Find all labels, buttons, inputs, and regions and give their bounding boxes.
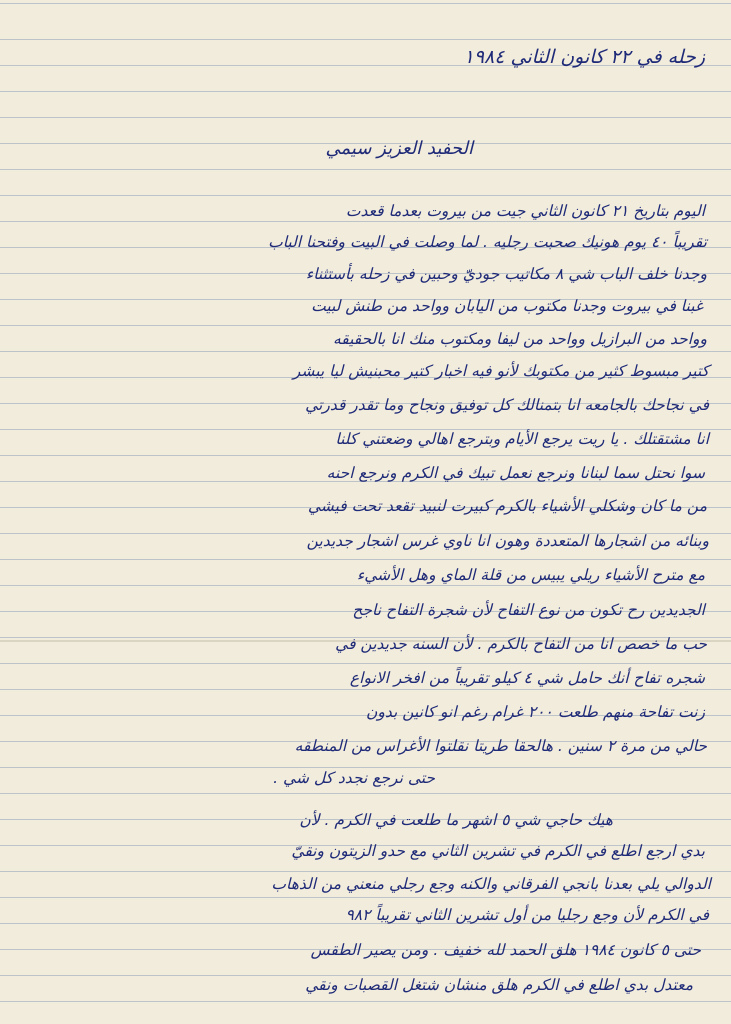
letter-line: سوا نحتل سما لبنانا ونرجع نعمل تبيك في الكرم ونرجع احنه	[326, 464, 705, 482]
letter-line: انا مشتقتلك . يا ريت يرجع الأيام وبترجع اهالي وضعتني كلنا	[335, 430, 709, 448]
letter-line: حالي من مرة ٢ سنين . هالحقا طريتا نقلتوا الأغراس من المنطقه	[294, 737, 707, 755]
letter-line: معتدل بدي اطلع في الكرم هلق منشان شتغل القصبات ونقي	[305, 976, 693, 994]
letter-line: حتى نرجع نجدد كل شي .	[273, 769, 435, 787]
letter-line: تقريباً ٤٠ يوم هونيك صحبت رجليه . لما وصلت في البيت وفتحنا الباب	[268, 233, 707, 251]
letter-date: زحله في ٢٢ كانون الثاني ١٩٨٤	[463, 46, 705, 68]
letter-line: غبنا في بيروت وجدنا مكتوب من اليابان وواحد من طنش لبيت	[311, 297, 703, 315]
letter-line: الدوالي يلي بعدنا بانجي الفرقاني والكنه وجع رجلي منعني من الذهاب	[271, 875, 711, 893]
letter-line: وواحد من البرازيل وواحد من ليفا ومكتوب منك انا بالحقيقه	[332, 330, 707, 348]
letter-line: كتير مبسوط كثير من مكتوبك لأنو فيه اخبار كتير محبنيش ليا يبشر	[292, 362, 709, 380]
letter-line: وجدنا خلف الباب شي ٨ مكاتيب جوديّ وحبين في زحله بأستثناء	[305, 265, 707, 283]
letter-salutation: الحفيد العزيز سيمي	[325, 138, 473, 159]
letter-line: حتى ٥ كانون ١٩٨٤ هلق الحمد لله خفيف . ومن يصير الطقس	[310, 941, 701, 959]
letter-line: هيك حاجي شي ٥ اشهر ما طلعت في الكرم . لأن	[299, 811, 613, 829]
letter-line: وبنائه من اشجارها المتعددة وهون انا ناوي غرس اشجار جديدين	[306, 532, 709, 550]
letter-line: في الكرم لأن وجع رجليا من أول تشرين الثاني تقريباً ٩٨٢	[345, 906, 709, 924]
letter-line: حب ما خصص انا من التفاح بالكرم . لأن السنه جديدين في	[335, 635, 707, 653]
letter-line: زنت تفاحة منهم طلعت ٢٠٠ غرام رغم انو كانين بدون	[365, 703, 705, 721]
letter-line: الجديدين رح تكون من نوع التفاح لأن شجرة التفاح ناجح	[352, 601, 705, 619]
letter-line: من ما كان وشكلي الأشياء بالكرم كبيرت لنبيد تقعد تحت فيشي	[307, 497, 707, 515]
letter-line: شجره تفاح أنك حامل شي ٤ كيلو تقريباً من افخر الانواع	[349, 669, 705, 687]
letter-line: اليوم بتاريخ ٢١ كانون الثاني جيت من بيروت بعدما قعدت	[345, 202, 705, 220]
letter-line: مع مترح الأشياء ريلي يبيس من قلة الماي وهل الأشيء	[356, 566, 705, 584]
letter-line: في نجاحك بالجامعه انا بتمنالك كل توفيق ونجاح وما تقدر قدرتي	[305, 396, 709, 414]
letter-line: بدي ارجع اطلع في الكرم في تشرين الثاني مع حدو الزيتون ونقيّ	[291, 842, 705, 860]
